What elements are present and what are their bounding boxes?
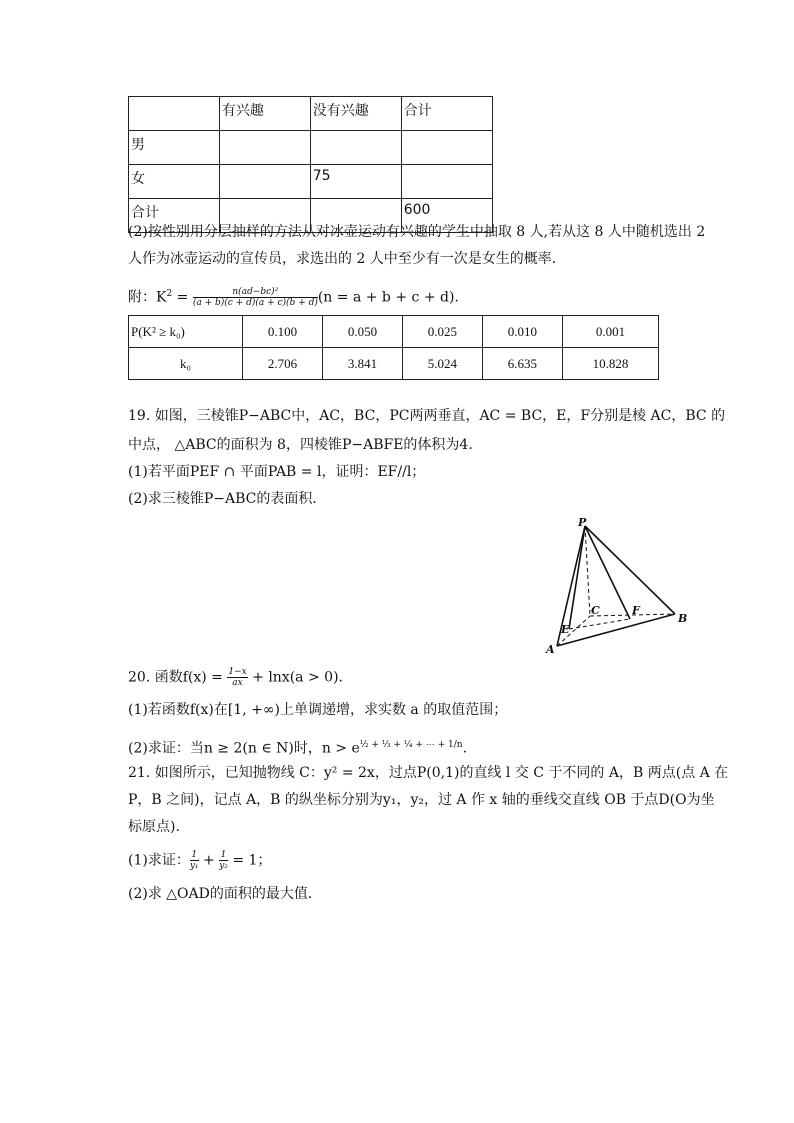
q20-denominator: ax [232, 678, 243, 688]
formula-fraction [193, 287, 318, 308]
table-cell [401, 131, 492, 165]
label-b: B [678, 612, 688, 625]
formula-denominator: (a + b)(c + d)(a + c)(b + d) [192, 298, 318, 309]
table-cell [219, 165, 310, 199]
q21-f2-num: 1 [220, 850, 227, 860]
formula-numerator: n(ad−bc)² [193, 287, 318, 298]
table-cell: 0.100 [243, 316, 323, 348]
q21-f1-den: y₁ [189, 861, 199, 871]
table-cell: 男 [129, 131, 220, 165]
q20-line3-prefix: (2)求证：当n ≥ 2(n ∈ N)时，n > e [128, 740, 360, 757]
q21-f1-num: 1 [191, 850, 198, 860]
q19-line3: (1)若平面PEF ∩ 平面PAB = l，证明：EF//l； [128, 464, 426, 480]
table-cell: 6.635 [482, 348, 562, 380]
q19-line4: (2)求三棱锥P−ABC的表面积． [128, 491, 327, 507]
k2-formula [128, 284, 459, 308]
table-cell [401, 165, 492, 199]
q19-line2: 中点， △ABC的面积为 8，四棱锥P−ABFE的体积为4. [128, 437, 473, 453]
table-row [129, 165, 493, 199]
q21-line2: P，B 之间)，记点 A，B 的纵坐标分别为y₁，y₂，过 A 作 x 轴的垂线交直线 OB 于点D(O为坐 [128, 792, 715, 808]
table-cell [310, 131, 401, 165]
q20-prefix: 20. 函数f(x) = [128, 669, 228, 686]
table-row [129, 131, 493, 165]
q21-line3: 标原点). [128, 819, 180, 835]
q21-fraction-2 [219, 850, 228, 871]
table-cell: k₀ [129, 348, 243, 380]
table-cell: 0.050 [322, 316, 402, 348]
table-cell: 10.828 [562, 348, 658, 380]
table-cell: 没有兴趣 [310, 97, 401, 131]
q19-line1: 19. 如图，三棱锥P−ABC中，AC，BC，PC两两垂直，AC = BC，E，F分别是棱 AC，BC 的 [128, 408, 726, 424]
label-f: F [632, 604, 640, 617]
q18-part2-line1: (2)按性别用分层抽样的方法从对冰壶运动有兴趣的学生中抽取 8 人,若从这 8 人中随机选出 2 [128, 224, 706, 240]
q21-fraction-1 [190, 850, 199, 871]
table-cell: 合计 [401, 97, 492, 131]
table-cell: 女 [129, 165, 220, 199]
q20-line3-suffix: . [462, 740, 468, 757]
table-cell: 2.706 [243, 348, 323, 380]
q20-line2: (1)若函数f(x)在[1, +∞)上单调递增，求实数 a 的取值范围； [128, 702, 508, 718]
label-p: P [578, 516, 587, 529]
label-e: E [561, 623, 570, 636]
q20-numerator: 1−x [228, 667, 247, 677]
table-cell: 0.010 [482, 316, 562, 348]
formula-eq: = [172, 289, 193, 306]
q21-plus: + [198, 852, 220, 869]
table-cell: 有兴趣 [219, 97, 310, 131]
table-cell: 5.024 [402, 348, 482, 380]
table-row [129, 97, 493, 131]
contingency-table [128, 96, 493, 233]
table-cell: 合计 [129, 199, 220, 233]
table-row [129, 316, 659, 348]
table-cell [219, 131, 310, 165]
table-cell [129, 97, 220, 131]
table-cell: 0.001 [562, 316, 658, 348]
q20-line3 [128, 735, 467, 759]
label-a: A [546, 643, 555, 656]
critical-value-table [128, 315, 659, 380]
q21-line4-suffix: = 1； [227, 852, 272, 869]
q21-line4 [128, 850, 271, 871]
table-cell: 3.841 [322, 348, 402, 380]
q21-line4-prefix: (1)求证： [128, 852, 190, 869]
q20-suffix: + lnx(a > 0). [247, 669, 343, 686]
q20-exponent: ½ + ⅓ + ¼ + ⋯ + 1/n [359, 740, 463, 750]
table-cell: 75 [310, 165, 401, 199]
table-row [129, 348, 659, 380]
formula-suffix: (n = a + b + c + d). [317, 289, 459, 306]
formula-sup: 2 [166, 289, 173, 299]
q20-line1 [128, 667, 343, 688]
q21-f2-den: y₂ [219, 861, 228, 871]
table-cell: 0.025 [402, 316, 482, 348]
q21-line5: (2)求 △OAD的面积的最大值． [128, 886, 322, 902]
q20-fraction [227, 667, 247, 688]
label-c: C [591, 604, 600, 617]
formula-prefix: 附：K [128, 289, 167, 306]
q18-part2-line2: 人作为冰壶运动的宣传员，求选出的 2 人中至少有一次是女生的概率． [128, 251, 566, 267]
pyramid-figure [540, 516, 700, 656]
table-cell: 600 [401, 199, 492, 233]
table-cell: P(K² ≥ k₀) [129, 316, 243, 348]
q21-line1: 21. 如图所示，已知抛物线 C：y² = 2x，过点P(0,1)的直线 l 交 C 于不同的 A，B 两点(点 A 在 [128, 765, 729, 781]
